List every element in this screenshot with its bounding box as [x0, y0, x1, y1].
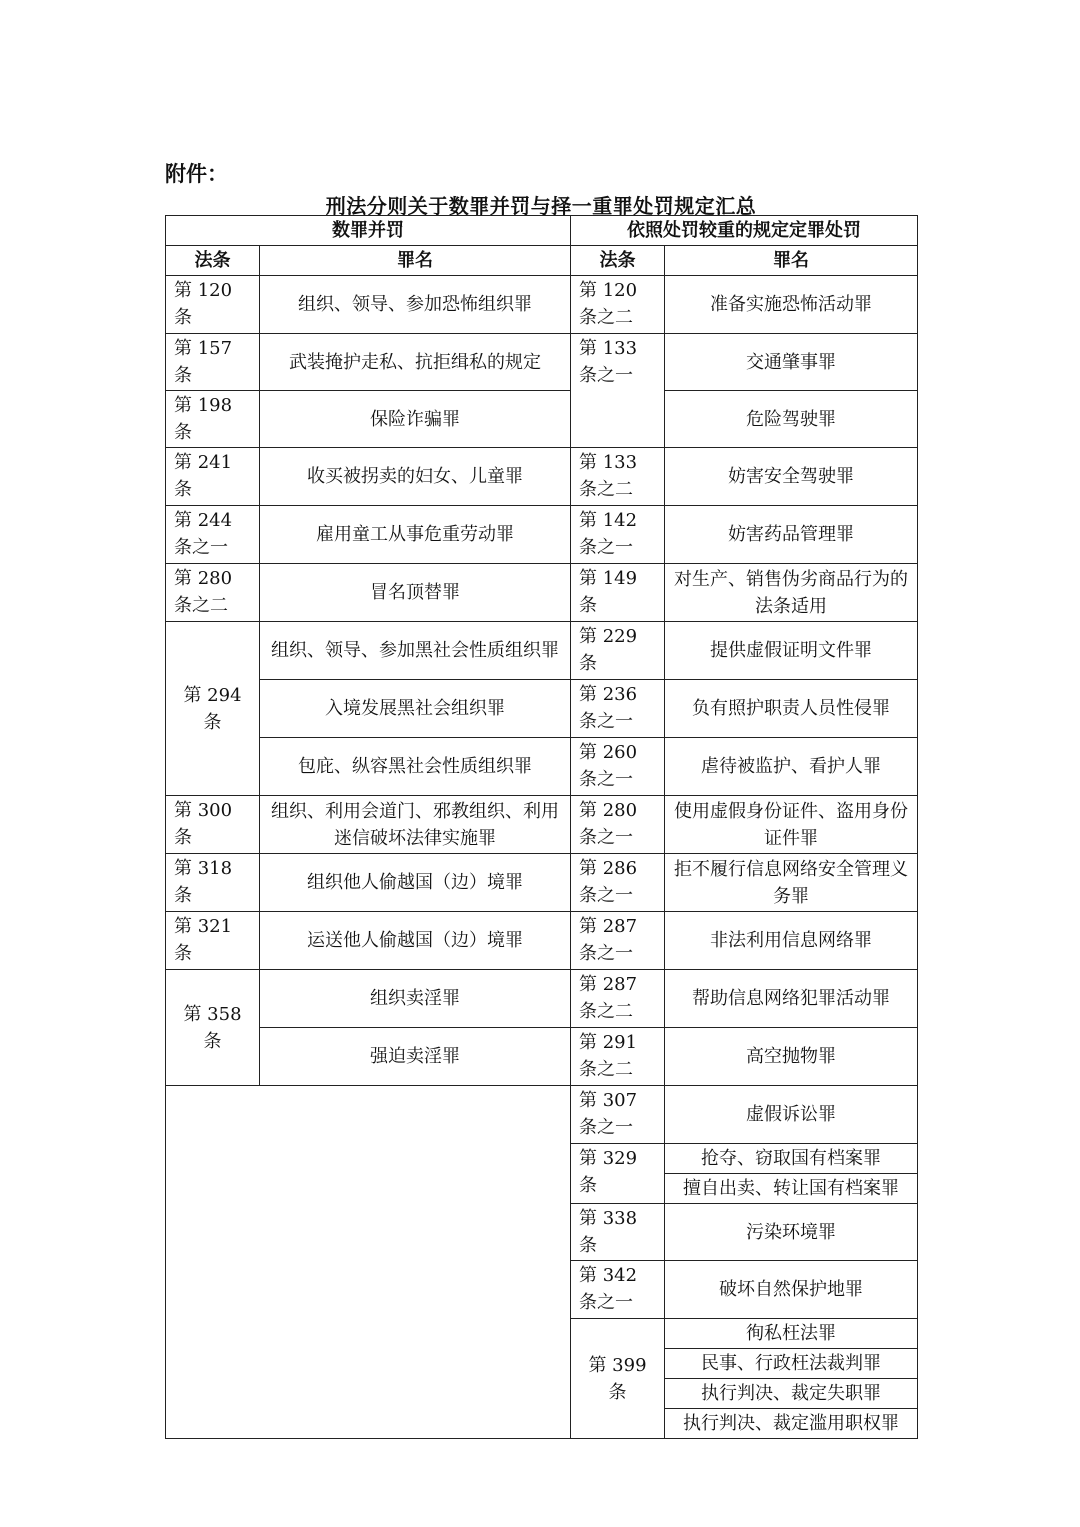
right-crime: 交通肇事罪: [665, 334, 918, 391]
right-crime: 虚假诉讼罪: [665, 1086, 918, 1144]
table-row: [166, 564, 918, 622]
right-crime: 准备实施恐怖活动罪: [665, 276, 918, 334]
right-article: 第 287 条之二: [571, 970, 665, 1028]
right-crime: 污染环境罪: [665, 1204, 918, 1261]
penalty-rules-table: [165, 215, 918, 1439]
right-crime: 危险驾驶罪: [665, 391, 918, 448]
column-header-row: [166, 246, 918, 276]
left-article: 第 318 条: [166, 854, 260, 912]
left-article: 第 280 条之二: [166, 564, 260, 622]
right-crime: 徇私枉法罪: [665, 1319, 918, 1349]
left-article: 第 358 条: [166, 970, 260, 1086]
left-crime: 入境发展黑社会组织罪: [260, 680, 571, 738]
left-article: 第 157 条: [166, 334, 260, 391]
right-group-header: 依照处罚较重的规定定罪处罚: [571, 216, 918, 246]
right-article: 第 307 条之一: [571, 1086, 665, 1144]
right-crime: 帮助信息网络犯罪活动罪: [665, 970, 918, 1028]
attachment-label: 附件：: [165, 161, 228, 186]
left-article: 第 198 条: [166, 391, 260, 448]
table-row: [166, 506, 918, 564]
table-row: [166, 334, 918, 391]
right-crime: 提供虚假证明文件罪: [665, 622, 918, 680]
left-article: 第 244 条之一: [166, 506, 260, 564]
right-crime: 破坏自然保护地罪: [665, 1261, 918, 1319]
left-crime-header: 罪名: [260, 246, 571, 276]
left-article-header: 法条: [166, 246, 260, 276]
table-row: [166, 912, 918, 970]
right-article: 第 133 条之二: [571, 448, 665, 506]
right-crime: 使用虚假身份证件、盗用身份证件罪: [665, 796, 918, 854]
right-crime: 执行判决、裁定滥用职权罪: [665, 1409, 918, 1439]
right-crime: 妨害安全驾驶罪: [665, 448, 918, 506]
table-row: [166, 680, 918, 738]
left-crime: 包庇、纵容黑社会性质组织罪: [260, 738, 571, 796]
left-article: 第 241 条: [166, 448, 260, 506]
empty-left-block: [166, 1086, 571, 1439]
table-row: [166, 276, 918, 334]
left-article: 第 300 条: [166, 796, 260, 854]
right-article: 第 149 条: [571, 564, 665, 622]
left-crime: 组织、利用会道门、邪教组织、利用迷信破坏法律实施罪: [260, 796, 571, 854]
left-crime: 组织、领导、参加黑社会性质组织罪: [260, 622, 571, 680]
left-group-header: 数罪并罚: [166, 216, 571, 246]
table-row: [166, 622, 918, 680]
left-crime: 收买被拐卖的妇女、儿童罪: [260, 448, 571, 506]
right-article: 第 142 条之一: [571, 506, 665, 564]
left-crime: 组织、领导、参加恐怖组织罪: [260, 276, 571, 334]
table-row: [166, 738, 918, 796]
left-crime: 组织卖淫罪: [260, 970, 571, 1028]
right-crime: 擅自出卖、转让国有档案罪: [665, 1174, 918, 1204]
table-row: [166, 1028, 918, 1086]
right-article: 第 133 条之一: [571, 334, 665, 448]
right-article: 第 399 条: [571, 1319, 665, 1439]
table-row: [166, 796, 918, 854]
right-article-header: 法条: [571, 246, 665, 276]
right-crime: 拒不履行信息网络安全管理义务罪: [665, 854, 918, 912]
right-crime: 抢夺、窃取国有档案罪: [665, 1144, 918, 1174]
right-article: 第 338 条: [571, 1204, 665, 1261]
document-title: 刑法分则关于数罪并罚与择一重罪处罚规定汇总: [325, 194, 757, 218]
left-article: 第 321 条: [166, 912, 260, 970]
right-article: 第 229 条: [571, 622, 665, 680]
left-crime: 武装掩护走私、抗拒缉私的规定: [260, 334, 571, 391]
right-crime: 对生产、销售伪劣商品行为的法条适用: [665, 564, 918, 622]
left-crime: 保险诈骗罪: [260, 391, 571, 448]
right-crime: 负有照护职责人员性侵罪: [665, 680, 918, 738]
table-row: [166, 854, 918, 912]
right-crime: 民事、行政枉法裁判罪: [665, 1349, 918, 1379]
left-article: 第 294 条: [166, 622, 260, 796]
right-article: 第 342 条之一: [571, 1261, 665, 1319]
right-article: 第 280 条之一: [571, 796, 665, 854]
right-crime-header: 罪名: [665, 246, 918, 276]
right-crime: 执行判决、裁定失职罪: [665, 1379, 918, 1409]
left-crime: 运送他人偷越国（边）境罪: [260, 912, 571, 970]
right-crime: 虐待被监护、看护人罪: [665, 738, 918, 796]
left-crime: 强迫卖淫罪: [260, 1028, 571, 1086]
right-crime: 妨害药品管理罪: [665, 506, 918, 564]
left-article: 第 120 条: [166, 276, 260, 334]
table-row: [166, 1086, 918, 1144]
right-crime: 高空抛物罪: [665, 1028, 918, 1086]
group-header-row: [166, 216, 918, 246]
right-article: 第 329 条: [571, 1144, 665, 1204]
table-row: [166, 448, 918, 506]
table-row: [166, 970, 918, 1028]
right-article: 第 291 条之二: [571, 1028, 665, 1086]
right-article: 第 236 条之一: [571, 680, 665, 738]
left-crime: 雇用童工从事危重劳动罪: [260, 506, 571, 564]
right-article: 第 260 条之一: [571, 738, 665, 796]
left-crime: 组织他人偷越国（边）境罪: [260, 854, 571, 912]
table-row: [166, 391, 918, 448]
right-article: 第 120 条之二: [571, 276, 665, 334]
right-crime: 非法利用信息网络罪: [665, 912, 918, 970]
right-article: 第 286 条之一: [571, 854, 665, 912]
left-crime: 冒名顶替罪: [260, 564, 571, 622]
right-article: 第 287 条之一: [571, 912, 665, 970]
